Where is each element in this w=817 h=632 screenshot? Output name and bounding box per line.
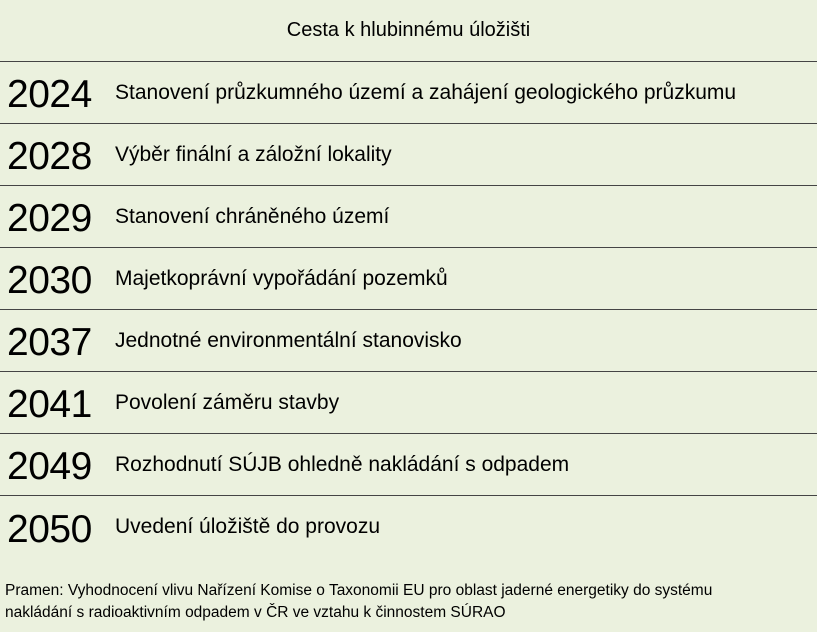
row-event: Jednotné environmentální stanovisko	[115, 328, 462, 352]
timeline-row	[0, 434, 817, 496]
row-event: Uvedení úložiště do provozu	[115, 515, 380, 538]
timeline-row	[0, 248, 817, 310]
row-event: Povolení záměru stavby	[115, 390, 340, 414]
timeline-row	[0, 62, 817, 124]
row-event: Rozhodnutí SÚJB ohledně nakládání s odpadem	[115, 452, 570, 476]
row-year: 2050	[7, 507, 92, 551]
row-event: Stanovení průzkumného území a zahájení geologického průzkumu	[115, 80, 737, 104]
table-title: Cesta k hlubinnému úložišti	[0, 0, 817, 62]
timeline-row	[0, 124, 817, 186]
timeline-rows	[0, 62, 817, 558]
row-year: 2024	[7, 73, 92, 116]
row-year: 2028	[7, 135, 92, 178]
row-year: 2041	[7, 383, 92, 426]
row-year: 2049	[7, 445, 92, 488]
row-event: Výběr finální a záložní lokality	[115, 142, 392, 166]
source-note	[5, 580, 810, 624]
row-event: Majetkoprávní vypořádání pozemků	[115, 266, 448, 290]
timeline-row	[0, 372, 817, 434]
source-line-2: nakládání s radioaktivním odpadem v ČR ve vztahu k činnostem SÚRAO	[5, 604, 506, 621]
row-year: 2037	[7, 321, 92, 364]
timeline-row	[0, 186, 817, 248]
timeline-row	[0, 496, 817, 558]
source-line-1: Pramen: Vyhodnocení vlivu Nařízení Komise o Taxonomii EU pro oblast jaderné energetiky do systému	[5, 582, 713, 599]
row-year: 2029	[7, 197, 92, 240]
row-event: Stanovení chráněného území	[115, 204, 390, 228]
timeline-row	[0, 310, 817, 372]
row-year: 2030	[7, 259, 92, 302]
